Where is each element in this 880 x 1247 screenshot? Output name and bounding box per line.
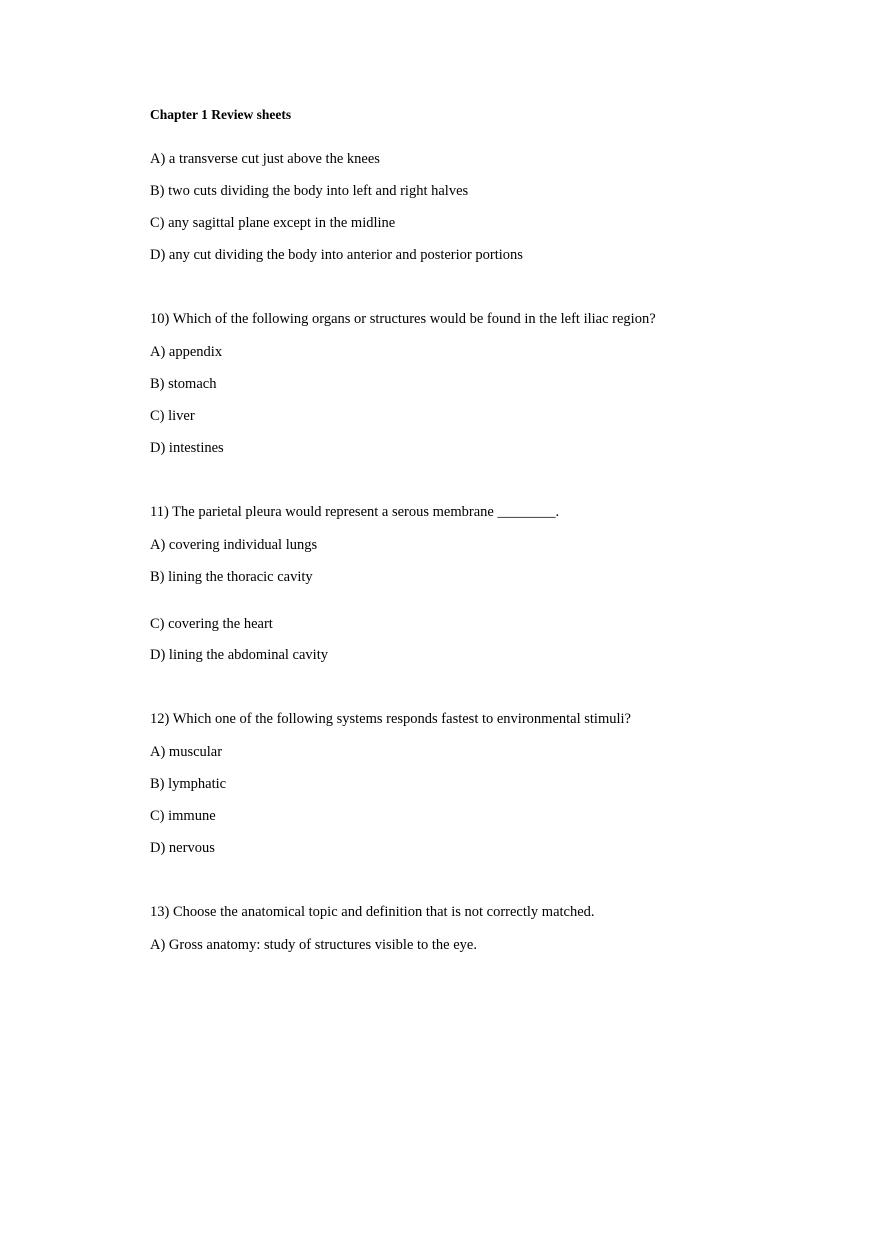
option-text: C) liver bbox=[150, 408, 195, 424]
option-text: A) a transverse cut just above the knees bbox=[150, 151, 380, 167]
question-12-text: 12) Which one of the following systems responds fastest to environmental stimuli? bbox=[150, 711, 631, 727]
option-text: B) two cuts dividing the body into left and right halves bbox=[150, 183, 469, 199]
option-text: D) any cut dividing the body into anterior and posterior portions bbox=[150, 247, 523, 263]
question-13-text: 13) Choose the anatomical topic and definition that is not correctly matched. bbox=[150, 904, 595, 920]
document-title: Chapter 1 Review sheets bbox=[150, 107, 292, 122]
question-10-text: 10) Which of the following organs or structures would be found in the left iliac region? bbox=[150, 311, 656, 327]
option-text: A) muscular bbox=[150, 744, 223, 760]
question-11-text: 11) The parietal pleura would represent a serous membrane ________. bbox=[150, 504, 560, 520]
option-text: A) Gross anatomy: study of structures visible to the eye. bbox=[150, 937, 477, 953]
option-text: C) immune bbox=[150, 808, 216, 824]
option-text: C) any sagittal plane except in the midline bbox=[150, 215, 396, 231]
option-text: A) covering individual lungs bbox=[150, 537, 318, 553]
option-text: B) lymphatic bbox=[150, 776, 227, 792]
option-text: C) covering the heart bbox=[150, 616, 273, 632]
option-text: B) lining the thoracic cavity bbox=[150, 569, 313, 585]
option-text: D) nervous bbox=[150, 840, 215, 856]
option-text: D) lining the abdominal cavity bbox=[150, 647, 328, 663]
option-text: B) stomach bbox=[150, 376, 217, 392]
option-text: D) intestines bbox=[150, 440, 224, 456]
option-text: A) appendix bbox=[150, 344, 223, 360]
